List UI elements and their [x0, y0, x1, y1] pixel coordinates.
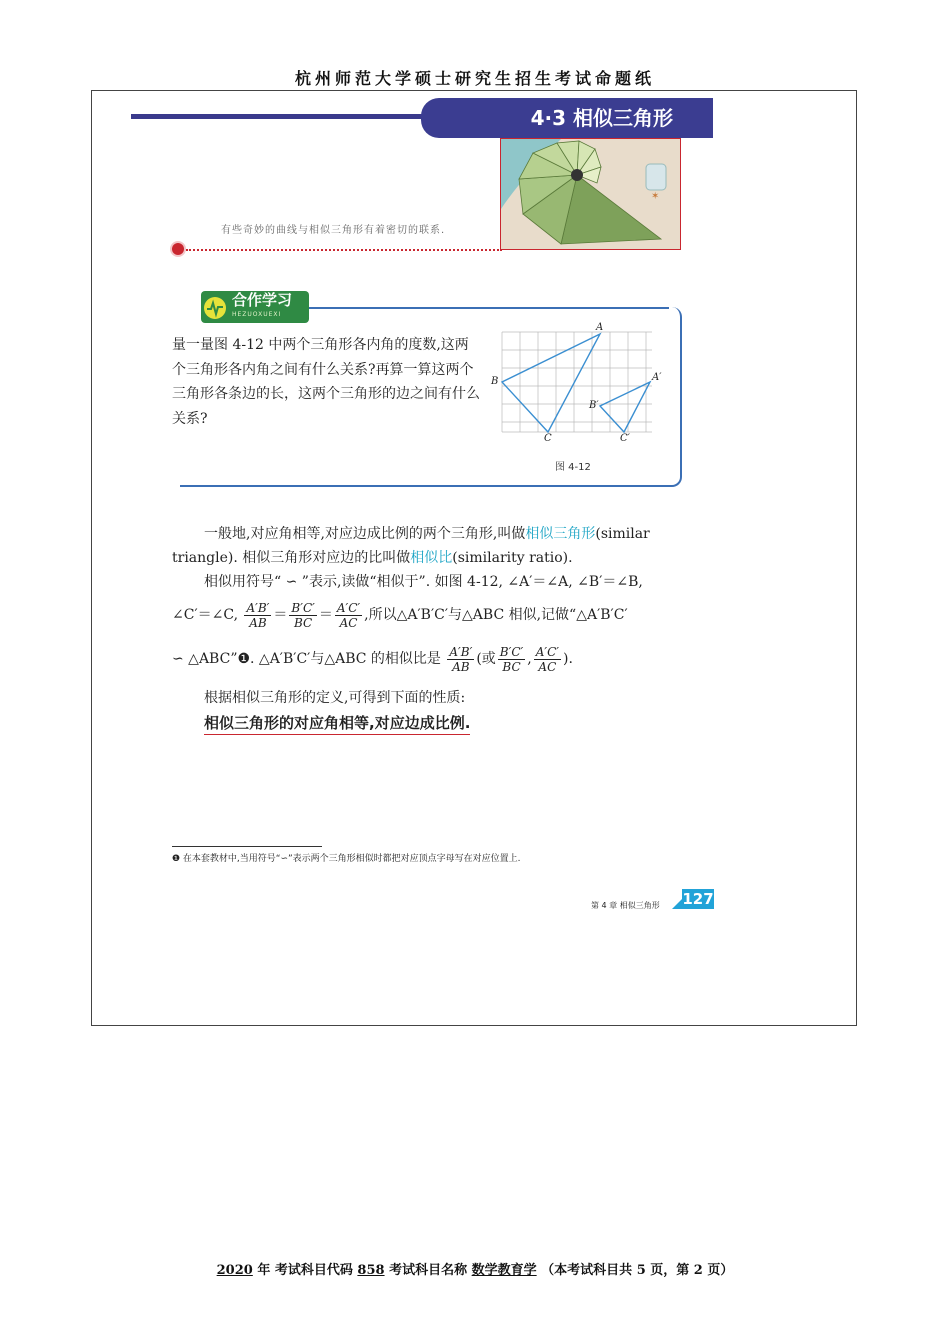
- ratio-fraction-ab: $\frac{A'B'}{AB}$: [449, 644, 473, 674]
- comma-text: ,: [527, 651, 532, 667]
- figure-caption: 图 4-12: [555, 462, 591, 473]
- ratio-fraction-bc: $\frac{B'C'}{BC}$: [499, 644, 524, 674]
- notation-text: ,所以△A′B′C′与△ABC 相似,记做“△A′B′C′: [364, 607, 628, 623]
- ratio-fraction-ac: $\frac{A'C'}{AC}$: [535, 644, 559, 674]
- spiral-triangles-photo: [500, 138, 681, 250]
- box-top-border: [309, 307, 669, 309]
- equals-sign: ＝: [318, 607, 333, 623]
- subject-name: 数学教育学: [471, 1263, 537, 1278]
- label-b: B: [491, 376, 499, 387]
- label-b-prime: B′: [589, 400, 599, 411]
- bullet-dot: [172, 243, 184, 255]
- triangle-a1b1c1: [600, 382, 650, 432]
- svg-text:✶: ✶: [651, 191, 660, 202]
- ratio-fraction-1: $\frac{A'B'}{AB}$: [246, 600, 270, 630]
- definition-text-2: (similar triangle). 相似三角形对应边的比叫做: [172, 526, 650, 566]
- chapter-label: 第 4 章 相似三角形: [591, 901, 660, 910]
- figure-4-12: [490, 322, 670, 448]
- notation-line-1: 相似用符号“ ∽ ”表示,读做“相似于”. 如图 4-12, ∠A′＝∠A, ∠B′＝∠B,: [204, 574, 643, 590]
- term-similarity-ratio: 相似比: [410, 550, 453, 566]
- definition-paragraph: [172, 522, 692, 570]
- section-title: 4·3 相似三角形: [421, 98, 713, 138]
- subject-code-label: 年 考试科目代码: [257, 1263, 353, 1278]
- label-c-prime: C′: [620, 433, 630, 444]
- ratio-fraction-2: $\frac{B'C'}{BC}$: [291, 600, 315, 630]
- exam-paper-title: 杭州师范大学硕士研究生招生考试命题纸: [294, 69, 655, 88]
- dotted-rule: [186, 249, 502, 251]
- exam-footer: [0, 1259, 950, 1278]
- subject-code: 858: [357, 1263, 385, 1278]
- term-similar-triangle: 相似三角形: [525, 526, 596, 542]
- property-intro: 根据相似三角形的定义,可得到下面的性质:: [204, 690, 466, 706]
- pulse-icon: [204, 297, 226, 319]
- label-a: A: [596, 322, 604, 333]
- footnote-rule: [172, 846, 322, 847]
- label-a-prime: A′: [652, 372, 662, 383]
- notation-line-2: [172, 598, 692, 632]
- or-text: (或: [476, 651, 496, 667]
- property-statement: 相似三角形的对应角相等,对应边成比例.: [204, 712, 470, 735]
- exam-year: 2020: [216, 1263, 253, 1278]
- angle-c-text: ∠C′＝∠C,: [172, 607, 239, 623]
- equals-sign: ＝: [273, 607, 288, 623]
- title-rule: [131, 114, 431, 119]
- ratio-fraction-3: $\frac{A'C'}{AC}$: [336, 600, 361, 630]
- badge-sublabel: HEZUOXUEXI: [232, 311, 282, 318]
- triangle-abc: [502, 334, 600, 432]
- close-paren-text: ).: [563, 651, 573, 667]
- footnote: ❶ 在本套教材中,当用符号“∽”表示两个三角形相似时都把对应顶点字母写在对应位置上.: [172, 854, 521, 864]
- badge-label: 合作学习: [232, 291, 293, 309]
- page-count-note: （本考试科目共 5 页，第 2 页）: [541, 1263, 734, 1278]
- ratio-text: ∽ △ABC”❶. △A′B′C′与△ABC 的相似比是: [172, 651, 441, 667]
- label-c: C: [544, 433, 552, 444]
- ratio-line: [172, 642, 692, 676]
- cooperative-question: 量一量图 4-12 中两个三角形各内角的度数,这两个三角形各内角之间有什么关系?再算一算这两个三角形各条边的长，这两个三角形的边之间有什么关系?: [172, 337, 480, 427]
- page-number: 127: [682, 890, 714, 908]
- page-number-tab: [672, 899, 682, 909]
- definition-text-3: (similarity ratio).: [452, 550, 573, 566]
- subject-name-label: 考试科目名称: [389, 1263, 468, 1278]
- photo-caption: 有些奇妙的曲线与相似三角形有着密切的联系.: [221, 225, 446, 236]
- definition-text-1: 一般地,对应角相等,对应边成比例的两个三角形,叫做: [204, 526, 526, 542]
